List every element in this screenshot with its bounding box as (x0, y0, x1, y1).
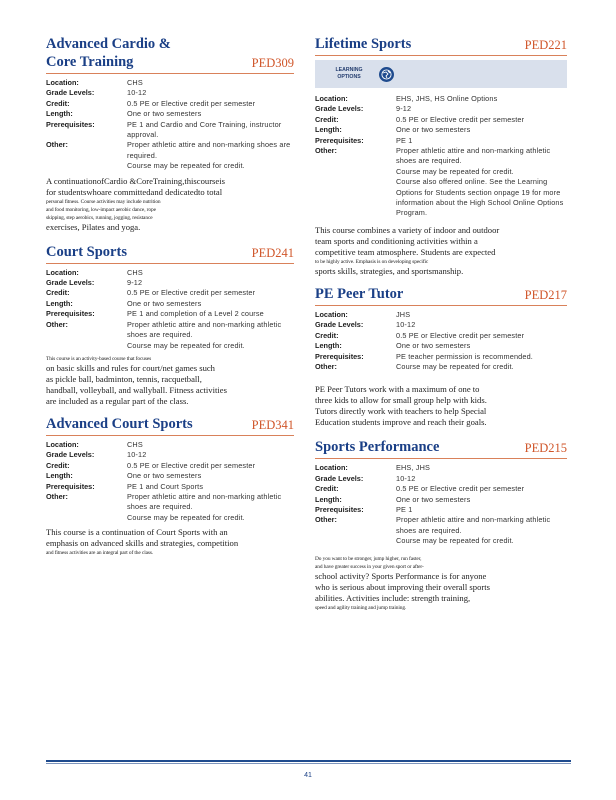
course-code: PED217 (524, 287, 567, 302)
info-value (127, 320, 294, 351)
info-row-prerequisites (315, 505, 567, 515)
description-line: A continuationofCardio &CoreTraining,thiscourseis (46, 175, 225, 186)
info-value-line: shoes are required. (396, 525, 462, 535)
info-value (396, 136, 567, 146)
info-row-credit (315, 115, 567, 125)
info-label: Location: (46, 439, 79, 449)
info-value-line: information about the High School Online Options (396, 198, 564, 208)
info-row-grade-levels (315, 474, 567, 484)
course-title: Advanced Cardio & Core Training (46, 36, 171, 70)
info-value-line: approval. (127, 130, 159, 140)
course-info (46, 268, 294, 351)
info-value: One or two semesters (127, 298, 202, 308)
description-line: abilities. Activities include: strength training, (315, 592, 471, 603)
info-value-line: shoes are required. (127, 502, 193, 512)
info-value (127, 482, 294, 492)
description-line: competitive team atmosphere. Students are expected (315, 246, 496, 257)
info-value: One or two semesters (396, 494, 471, 504)
info-label: Prerequisites: (46, 481, 95, 491)
info-value (127, 492, 294, 523)
info-value-line: PE teacher permission is recommended. (396, 351, 533, 361)
info-value-line: Course may be repeated for credit. (396, 536, 514, 546)
description-line: skipping, step aerobics, running, jogging, resistance (46, 214, 153, 221)
info-value (127, 120, 294, 141)
course-header (315, 285, 567, 306)
info-label: Credit: (315, 114, 339, 124)
info-value-line: shoes are required. (127, 330, 193, 340)
description-line: Education students improve and reach their goals. (315, 417, 487, 428)
description-line: for studentswhoare committedand dedicatedto total (46, 186, 223, 197)
info-value (396, 362, 567, 372)
info-value (396, 146, 567, 219)
info-value: JHS (396, 309, 411, 319)
info-row-location (46, 268, 294, 278)
info-label: Location: (46, 78, 79, 87)
info-row-other (315, 515, 567, 546)
description-line: Do you want to be stronger, jump higher, run faster, (315, 555, 422, 562)
info-label: Prerequisites: (315, 135, 364, 145)
info-label: Credit: (315, 484, 339, 494)
learning-options-banner (315, 60, 567, 88)
course-advanced-court-sports (46, 415, 294, 557)
info-label: Prerequisites: (46, 119, 95, 129)
info-value-line: Options for Students section onpage 19 for more (396, 187, 561, 197)
course-description (46, 527, 294, 557)
info-value: 0.5 PE or Elective credit per semester (127, 98, 256, 108)
course-description (315, 555, 567, 612)
course-sports-performance (315, 438, 567, 611)
info-row-location (315, 94, 567, 104)
description-line: and food monitoring, low-impact aerobic dance, rope (46, 206, 156, 213)
info-row-length (315, 341, 567, 351)
course-header (46, 35, 294, 74)
description-line: team sports and conditioning activities within a (315, 235, 478, 246)
footer-rule-thin (46, 763, 571, 764)
info-value-line: shoes are required. (396, 156, 462, 166)
info-label: Length: (46, 298, 73, 308)
info-label: Location: (46, 267, 79, 277)
info-value: 0.5 PE or Elective credit per semester (396, 330, 525, 340)
course-info (315, 94, 567, 219)
info-label: Grade Levels: (315, 320, 364, 330)
info-value-line: Proper athletic attire and non-marking athletic (396, 146, 551, 156)
info-row-length (315, 125, 567, 135)
course-description (46, 176, 294, 233)
info-value-line: Proper athletic attire and non-marking athletic (127, 319, 282, 329)
course-code: PED309 (251, 56, 294, 70)
info-row-prerequisites (46, 482, 294, 492)
page-number: 41 (304, 772, 312, 779)
info-label: Grade Levels: (46, 450, 95, 460)
online-globe-icon (379, 67, 394, 82)
course-header (315, 438, 567, 459)
description-line: three kids to allow for small group help with kids. (315, 395, 487, 406)
info-label: Credit: (46, 460, 70, 470)
info-label: Length: (46, 471, 73, 481)
info-label: Other: (315, 515, 337, 525)
info-value: 10-12 (127, 88, 147, 98)
info-value (396, 515, 567, 546)
info-label: Credit: (315, 330, 339, 340)
info-row-length (315, 495, 567, 505)
info-value-line: Proper athletic attire and non-marking athletic (396, 515, 551, 525)
description-line: personal fitness. Course activities may include nutrition (46, 198, 161, 205)
course-code: PED341 (251, 417, 294, 432)
info-label: Other: (46, 319, 68, 329)
description-line: This course combines a variety of indoor and outdoor (315, 224, 500, 235)
info-row-prerequisites (315, 352, 567, 362)
info-row-prerequisites (46, 120, 294, 141)
info-value-line: Course may be repeated for credit. (127, 512, 245, 522)
right-column (315, 30, 567, 612)
info-row-other (46, 320, 294, 351)
info-row-location (46, 78, 294, 88)
info-value: EHS, JHS (396, 463, 431, 473)
info-row-credit (315, 331, 567, 341)
description-line: and have greater success in your given sport or after- (315, 563, 424, 570)
info-row-credit (46, 288, 294, 298)
description-line: This course is a continuation of Court Sports with an (46, 527, 228, 538)
description-line: handball, volleyball, and wallyball. Fitness activities (46, 384, 227, 395)
info-label: Other: (315, 146, 337, 156)
course-header (315, 35, 567, 56)
info-label: Prerequisites: (46, 309, 95, 319)
info-value: One or two semesters (127, 109, 202, 119)
course-info (46, 440, 294, 523)
info-label: Grade Levels: (46, 278, 95, 288)
info-row-location (46, 440, 294, 450)
info-value: 0.5 PE or Elective credit per semester (127, 288, 256, 298)
course-advanced-cardio-core-training (46, 35, 294, 233)
info-label: Length: (315, 125, 342, 135)
info-row-location (315, 310, 567, 320)
info-value-line: Proper athletic attire and non-marking shoes are (127, 140, 291, 150)
info-value-line: PE 1 and completion of a Level 2 course (127, 309, 264, 319)
description-line: speed and agility training and jump training. (315, 604, 407, 611)
description-line: emphasis on advanced skills and strategies, competition (46, 538, 239, 549)
course-title: Sports Performance (315, 439, 440, 456)
info-row-length (46, 109, 294, 119)
info-value: One or two semesters (127, 471, 202, 481)
learning-options-label: LEARNING OPTIONS (335, 67, 363, 80)
info-row-length (46, 299, 294, 309)
info-value: CHS (127, 439, 143, 449)
course-pe-peer-tutor (315, 285, 567, 428)
info-row-prerequisites (46, 309, 294, 319)
info-value: One or two semesters (396, 341, 471, 351)
info-row-grade-levels (46, 450, 294, 460)
description-line: on basic skills and rules for court/net games such (46, 362, 215, 373)
description-line: are included as a regular part of the class. (46, 395, 189, 406)
info-label: Grade Levels: (315, 104, 364, 114)
description-line: who is serious about improving their overall sports (315, 581, 490, 592)
info-value: CHS (127, 267, 143, 277)
info-value-line: Proper athletic attire and non-marking athletic (127, 491, 282, 501)
info-value: 0.5 PE or Elective credit per semester (396, 484, 525, 494)
info-value-line: required. (127, 150, 158, 160)
info-label: Location: (315, 463, 348, 473)
info-value (396, 505, 567, 515)
course-code: PED215 (524, 441, 567, 456)
course-title: Court Sports (46, 243, 127, 260)
info-value: 9-12 (127, 278, 143, 288)
info-value-line: PE 1 (396, 504, 413, 514)
info-value-line: PE 1 and Court Sports (127, 481, 204, 491)
description-line: to be highly active. Emphasis is on developing specific (315, 258, 429, 265)
info-label: Prerequisites: (315, 504, 364, 514)
info-label: Location: (315, 309, 348, 319)
course-court-sports (46, 243, 294, 407)
info-value: EHS, JHS, HS Online Options (396, 94, 498, 103)
info-label: Length: (315, 494, 342, 504)
info-label: Other: (46, 140, 68, 150)
info-value: 9-12 (396, 104, 412, 114)
course-description (46, 355, 294, 407)
info-value-line: Course may be repeated for credit. (127, 340, 245, 350)
info-row-grade-levels (46, 88, 294, 98)
info-row-credit (46, 461, 294, 471)
course-info (315, 463, 567, 546)
info-row-other (315, 146, 567, 219)
info-value: 10-12 (396, 473, 416, 483)
course-header (46, 243, 294, 264)
info-value-line: PE 1 (396, 135, 413, 145)
info-label: Other: (46, 491, 68, 501)
description-line: This course is an activity-based course that focuses (46, 355, 152, 362)
info-label: Other: (315, 361, 337, 371)
info-row-other (46, 140, 294, 171)
description-line: PE Peer Tutors work with a maximum of one to (315, 384, 480, 395)
info-value: CHS (127, 78, 143, 87)
info-row-grade-levels (315, 320, 567, 330)
info-label: Prerequisites: (315, 351, 364, 361)
info-value: 0.5 PE or Elective credit per semester (127, 460, 256, 470)
info-row-prerequisites (315, 136, 567, 146)
info-row-other (315, 362, 567, 372)
info-row-other (46, 492, 294, 523)
info-label: Credit: (46, 288, 70, 298)
description-line: school activity? Sports Performance is for anyone (315, 570, 487, 581)
info-value-line: Course may be repeated for credit. (396, 166, 514, 176)
info-row-grade-levels (46, 278, 294, 288)
info-value: One or two semesters (396, 125, 471, 135)
info-row-length (46, 471, 294, 481)
course-description (315, 384, 567, 428)
description-line: Tutors directly work with teachers to help Special (315, 406, 487, 417)
description-line: exercises, Pilates and yoga. (46, 221, 141, 232)
course-lifetime-sports (315, 35, 567, 277)
info-value (127, 309, 294, 319)
info-label: Grade Levels: (315, 473, 364, 483)
info-value: 10-12 (396, 320, 416, 330)
info-value-line: Program. (396, 208, 428, 218)
course-code: PED221 (524, 38, 567, 52)
info-label: Length: (46, 109, 73, 119)
info-row-location (315, 463, 567, 473)
course-description (315, 225, 567, 277)
info-value (127, 140, 294, 171)
course-header (46, 415, 294, 436)
info-row-credit (46, 99, 294, 109)
info-row-credit (315, 484, 567, 494)
course-title: Lifetime Sports (315, 36, 412, 52)
course-info (46, 78, 294, 172)
info-value: 10-12 (127, 450, 147, 460)
info-label: Location: (315, 94, 348, 103)
course-info (315, 310, 567, 372)
info-value-line: Course may be repeated for credit. (396, 361, 514, 371)
description-line: sports skills, strategies, and sportsmanship. (315, 265, 464, 276)
info-label: Grade Levels: (46, 88, 95, 98)
course-title: Advanced Court Sports (46, 415, 193, 432)
description-line: and fitness activities are an integral part of the class. (46, 550, 154, 557)
footer-rule (46, 760, 571, 762)
info-label: Length: (315, 341, 342, 351)
info-row-grade-levels (315, 104, 567, 114)
info-value-line: Course also offered online. See the Learning (396, 177, 548, 187)
course-code: PED241 (251, 245, 294, 260)
info-value-line: Course may be repeated for credit. (127, 161, 245, 171)
info-label: Credit: (46, 98, 70, 108)
left-column (46, 30, 294, 557)
description-line: as pickle ball, badminton, tennis, racquetball, (46, 373, 202, 384)
course-title: PE Peer Tutor (315, 285, 404, 302)
info-value: 0.5 PE or Elective credit per semester (396, 114, 525, 124)
info-value-line: PE 1 and Cardio and Core Training, instructor (127, 119, 282, 129)
info-value (396, 352, 567, 362)
